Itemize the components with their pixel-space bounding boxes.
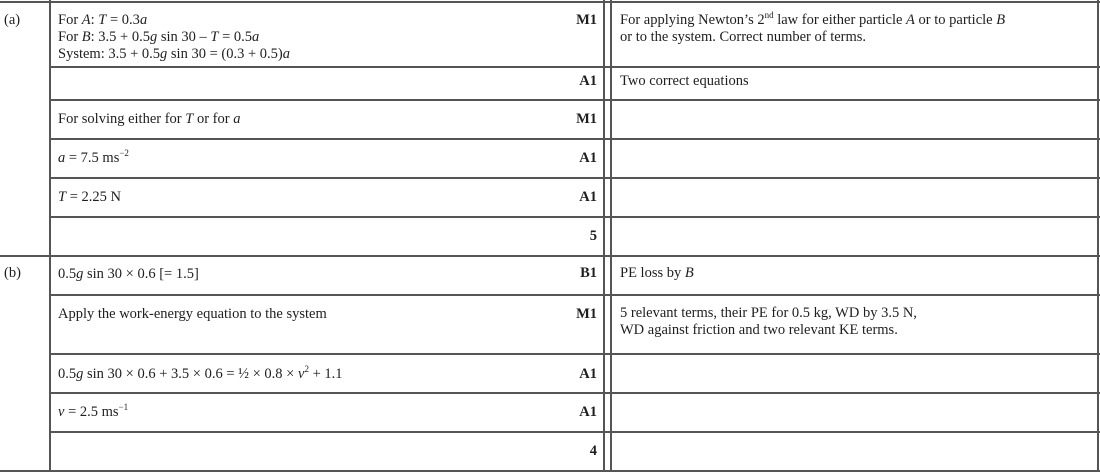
working-line: Apply the work-energy equation to the system [58, 306, 327, 322]
row-divider [50, 431, 1100, 433]
note-line: Two correct equations [620, 73, 749, 89]
working-line: For B: 3.5 + 0.5g sin 30 – T = 0.5a [58, 29, 260, 45]
row-divider [50, 177, 1100, 179]
working-line: 0.5g sin 30 × 0.6 [= 1.5] [58, 266, 199, 282]
row-divider [50, 138, 1100, 140]
mark-total: 5 [589, 228, 597, 244]
working-line: System: 3.5 + 0.5g sin 30 = (0.3 + 0.5)a [58, 46, 290, 62]
working-line: For A: T = 0.3a [58, 12, 148, 28]
working-line: 0.5g sin 30 × 0.6 + 3.5 × 0.6 = ½ × $0.8 \times v^2 + 1.1$ [58, 364, 343, 382]
mark-code: B1 [580, 265, 597, 281]
col-divider-working [49, 0, 51, 472]
mark-code: A1 [579, 73, 597, 89]
part-divider [0, 255, 1100, 257]
note-line: or to the system. Correct number of terms. [620, 29, 867, 45]
mark-code: M1 [576, 306, 597, 322]
row-divider [50, 99, 1100, 101]
working-line: v = 2.5 $ms^{-1}$ [58, 402, 129, 420]
right-border [1097, 0, 1099, 472]
col-divider-marks [603, 0, 605, 472]
note-line: 5 relevant terms, their PE for 0.5 kg, WD by 3.5 N, [620, 305, 917, 321]
working-line: a = 7.5 $ms^{-2}$ [58, 148, 129, 166]
row-divider [50, 216, 1100, 218]
note-line: PE loss by B [620, 265, 694, 281]
row-divider [50, 392, 1100, 394]
row-divider [50, 353, 1100, 355]
mark-code: M1 [576, 12, 597, 28]
part-label-a: (a) [4, 12, 21, 28]
row-divider [50, 66, 1100, 68]
top-border [0, 1, 1100, 3]
working-line: For solving either for T or for a [58, 111, 241, 127]
mark-code: A1 [579, 150, 597, 166]
part-label-b: (b) [4, 265, 21, 281]
row-divider [50, 294, 1100, 296]
note-line: WD against friction and two relevant KE terms. [620, 322, 898, 338]
bottom-border [0, 470, 1100, 472]
working-line: T = 2.25 N [58, 189, 121, 205]
mark-code: A1 [579, 189, 597, 205]
mark-total: 4 [589, 443, 597, 459]
mark-code: A1 [579, 404, 597, 420]
note-line: For applying Newton’s 2nd law for either particle A or to particle B [620, 10, 1006, 28]
mark-code: A1 [579, 366, 597, 382]
col-divider-notes [610, 0, 612, 472]
mark-code: M1 [576, 111, 597, 127]
